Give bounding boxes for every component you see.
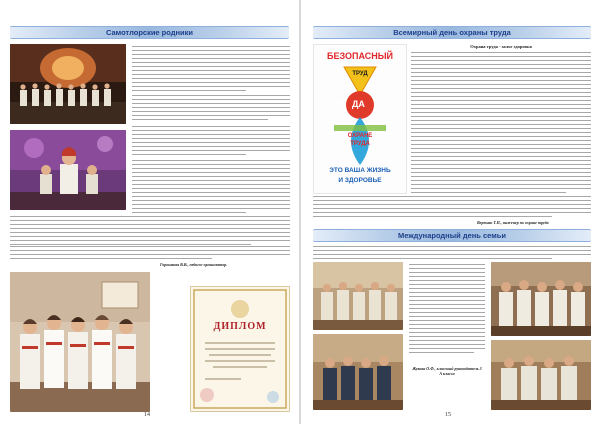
left-paragraph-5: [10, 216, 290, 248]
photo-group: [10, 272, 150, 412]
safety-poster: [313, 44, 407, 194]
poster-line5: ОХРАНЕ: [347, 133, 373, 139]
left-paragraph-4: [132, 160, 290, 216]
signature-1: Верешко Т.П., инженер по охране труда: [477, 220, 549, 225]
section-heading: Всемирный день охраны труда: [393, 28, 511, 37]
signature: Горошкова В.В., педагог-организатор.: [160, 262, 228, 267]
diploma-heading: ДИПЛОМ: [213, 321, 267, 332]
section-header-bar-2: [313, 229, 591, 242]
poster-line4: ДА: [352, 99, 365, 109]
photo-family-2: [313, 334, 403, 410]
section-heading-2: Международный день семьи: [398, 231, 506, 240]
page-number: 15: [445, 412, 451, 418]
right-paragraph-1: [411, 52, 591, 196]
left-paragraph-6: [10, 246, 290, 262]
right-paragraph-2: [313, 196, 591, 220]
poster-line2: ТРУД: [352, 71, 368, 77]
page-right: [301, 0, 600, 424]
family-paragraph: [409, 264, 485, 356]
page-number: 14: [144, 412, 150, 418]
poster-line1: БЕЗОПАСНЫЙ: [326, 51, 393, 61]
article-subtitle: Охрана труда - залог здоровья: [470, 44, 532, 49]
signature-2: Жукова О.Ф., классный руководитель 3 А класса: [412, 366, 482, 376]
section-header-bar: [313, 26, 591, 39]
family-intro-text: [313, 246, 591, 262]
section-heading: Самотлорские родники: [105, 28, 194, 37]
photo-family-3: [491, 262, 591, 336]
left-paragraph-2: [132, 95, 290, 123]
poster-line3: СКАЖИ: [322, 101, 345, 107]
poster-line7: ЭТО ВАША ЖИЗНЬ: [329, 167, 391, 174]
poster-line8: И ЗДОРОВЬЕ: [338, 177, 382, 184]
left-paragraph-1: [132, 46, 290, 94]
poster-line6: ТРУДА: [350, 141, 370, 147]
photo-performer: [10, 130, 126, 210]
photo-family-4: [491, 340, 591, 410]
photo-family-1: [313, 262, 403, 330]
section-header-bar: [10, 26, 289, 39]
page-left: [0, 0, 299, 424]
left-paragraph-3: [132, 126, 290, 158]
diploma-image: [190, 286, 290, 412]
photo-choir-stage: [10, 44, 126, 124]
